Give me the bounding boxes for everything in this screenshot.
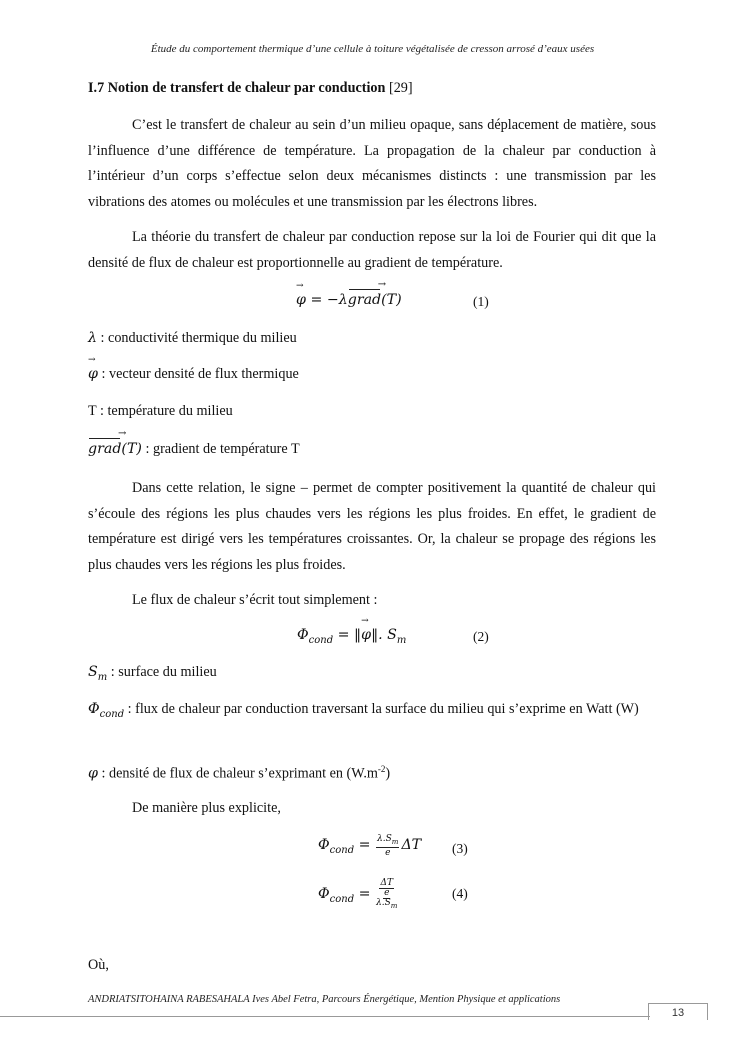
eq1-grad: grad → (348, 292, 381, 308)
lambda-symbol: λ (88, 330, 97, 346)
phi-vector-symbol: φ → (88, 366, 98, 382)
definition-phi-density-text: : densité de flux de chaleur s’exprimant en (W.m (97, 765, 378, 782)
equation-4 (318, 879, 399, 911)
eq2-subm: m (396, 634, 407, 646)
eq3-frac-num: λ.S (377, 834, 392, 844)
definition-gradient-text: : gradient de température T (141, 441, 300, 457)
equation-3-number: (3) (452, 841, 468, 856)
eq4-fraction (376, 879, 397, 911)
section-title: I.7 Notion de transfert de chaleur par conduction (88, 80, 386, 96)
section-heading (88, 80, 413, 97)
definition-temperature-text: : température du milieu (96, 403, 233, 419)
equation-4-number: (4) (452, 886, 468, 901)
grad-argument: (T) (121, 441, 142, 457)
definition-gradient (88, 441, 300, 458)
eq2-phi: Φ (297, 627, 309, 643)
eq3-eq: = (354, 837, 371, 854)
eq3-frac-den: e (385, 847, 391, 858)
page-number: 13 (648, 1003, 708, 1020)
running-footer: ANDRIATSITOHAINA RABESAHALA Ives Abel Fetra, Parcours Énergétique, Mention Physique et applications (88, 994, 561, 1005)
definition-surface (88, 664, 217, 683)
unit-close: ) (385, 765, 391, 782)
definition-lambda-text: : conductivité thermique du milieu (97, 330, 297, 346)
eq4-sub: cond (329, 893, 355, 905)
section-reference: [29] (388, 80, 413, 96)
eq3-delta-t: ΔT (401, 837, 422, 854)
paragraph-1: C’est le transfert de chaleur au sein d’un milieu opaque, sans déplacement de matière, sous l’influence d’une différence de température. La propagation de la chaleur par conduction à l’intérieur d’un corps s’effectue selon deux mécanismes distincts : une transmission par les vibrations des atomes ou molécules et une transmission par les électrons libres. (88, 117, 656, 210)
equation-1-number: (1) (473, 294, 489, 309)
definition-lambda (88, 330, 297, 347)
eq3-fraction (376, 834, 399, 858)
eq2-mid: = ‖ (333, 627, 362, 643)
eq4-frac-bot-sub: m (390, 901, 398, 910)
equation-3 (318, 834, 421, 858)
running-header: Étude du comportement thermique d’une cellule à toiture végétalisée de cresson arrosé d’eaux usées (150, 43, 595, 55)
definition-phi-cond-text: : flux de chaleur par conduction traversant la surface du milieu qui s’exprime en Watt (W) (124, 701, 639, 717)
equation-1 (296, 292, 402, 309)
eq3-phi: Φ (318, 837, 330, 854)
footer-divider (0, 1016, 650, 1017)
eq4-frac-top: ΔT (380, 878, 393, 888)
phi-cond-symbol: Φ (88, 701, 100, 717)
definition-surface-text: : surface du milieu (107, 664, 217, 680)
eq1-phi: φ → (296, 292, 306, 308)
phi-cond-sub: cond (99, 708, 125, 720)
eq2-sub: cond (308, 634, 334, 646)
definition-phi-vector-text: : vecteur densité de flux thermique (97, 366, 299, 382)
eq4-frac-bot: λ.S (376, 898, 391, 908)
eq4-eq: = (354, 886, 371, 903)
temperature-symbol: T (88, 403, 97, 419)
eq3-frac-num-sub: m (391, 837, 399, 846)
phi-density-symbol: φ (88, 765, 98, 782)
ou-line: Où, (88, 957, 109, 973)
surface-symbol: S (88, 664, 98, 680)
definition-phi-cond (88, 697, 656, 727)
eq4-phi: Φ (318, 886, 330, 903)
eq1-mid: = −λ (305, 292, 348, 308)
eq4-frac-mid: e (384, 888, 390, 898)
definition-phi-vector (88, 366, 299, 383)
grad-symbol: grad → (88, 441, 121, 457)
definition-phi-density (88, 764, 390, 783)
eq3-sub: cond (329, 844, 355, 856)
paragraph-5: De manière plus explicite, (132, 800, 281, 816)
surface-sub: m (97, 671, 108, 683)
definition-temperature (88, 403, 233, 420)
eq2-vec: φ → (361, 627, 371, 643)
paragraph-3: Dans cette relation, le signe – permet de compter positivement la quantité de chaleur qui s’écoule des régions les plus chaudes vers les régions les plus froides. En effet, le gradient de température est dirigé vers les températures croissantes. Or, la chaleur se propage des régions les plus chaudes vers les régions les plus froides. (88, 480, 656, 573)
paragraph-4: Le flux de chaleur s’écrit tout simplement : (132, 592, 378, 608)
unit-exponent: -2 (377, 764, 386, 774)
eq2-end: ‖. S (371, 627, 397, 643)
paragraph-2: La théorie du transfert de chaleur par conduction repose sur la loi de Fourier qui dit que la densité de flux de chaleur est proportionnelle au gradient de température. (88, 229, 656, 271)
eq1-rhs: (T) (381, 292, 402, 308)
equation-2 (297, 627, 406, 646)
equation-2-number: (2) (473, 629, 489, 644)
